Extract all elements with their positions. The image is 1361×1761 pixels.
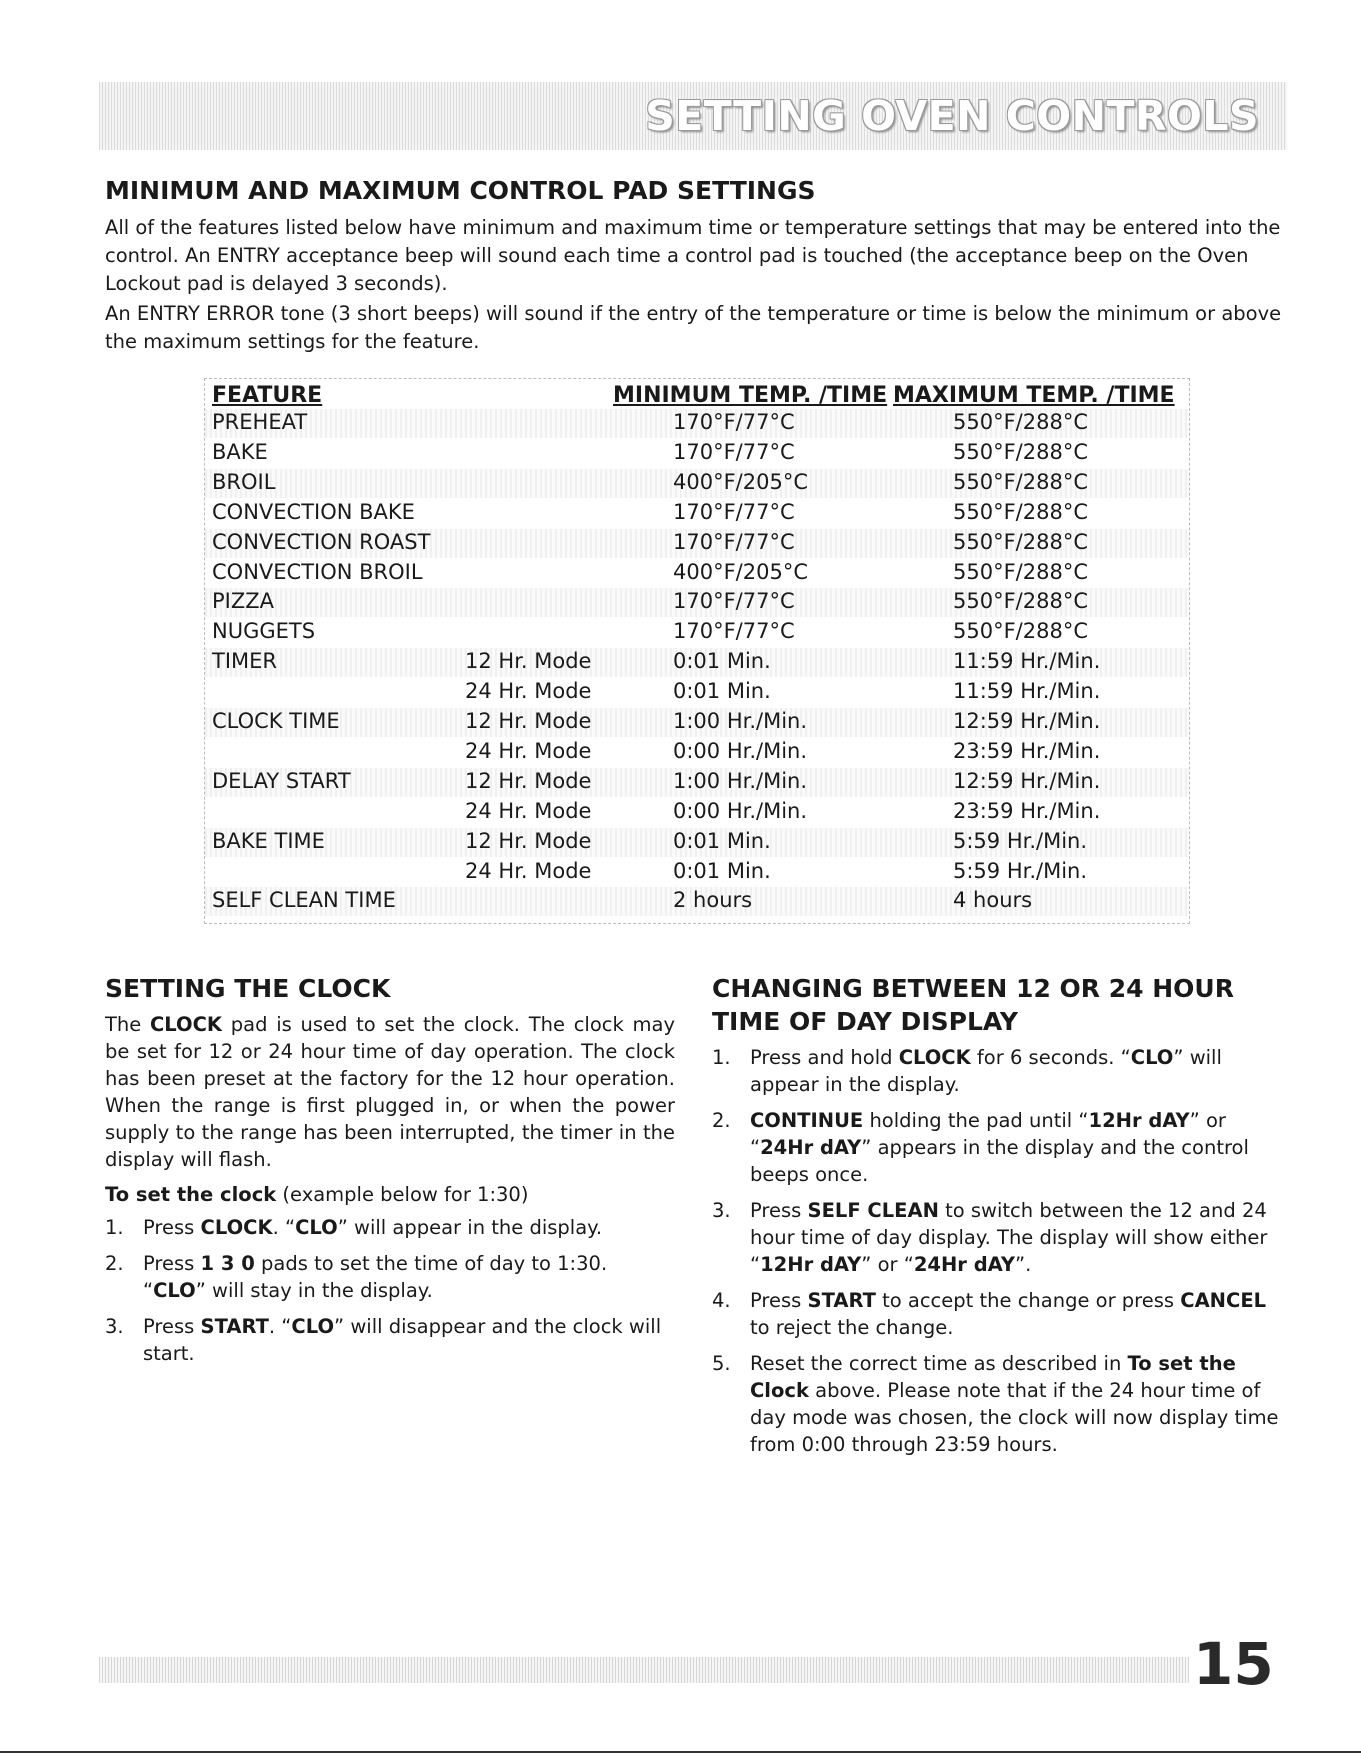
table-row (205, 708, 1189, 737)
feature-cell: CONVECTION BROIL (212, 559, 423, 584)
feature-cell: DELAY START (212, 768, 351, 793)
bottom-rule (0, 1751, 1361, 1753)
settings-table (204, 378, 1190, 924)
mode-cell: 24 Hr. Mode (465, 858, 592, 883)
minimum-cell: 170°F/77°C (673, 619, 795, 644)
minimum-cell: 400°F/205°C (673, 559, 808, 584)
maximum-cell: 11:59 Hr./Min. (953, 649, 1101, 674)
header-minimum: MINIMUM TEMP. /TIME (613, 383, 888, 408)
change-time-display-section (712, 972, 1286, 1467)
maximum-cell: 550°F/288°C (953, 589, 1088, 614)
page-number: 15 (1193, 1630, 1274, 1698)
maximum-cell: 12:59 Hr./Min. (953, 709, 1101, 733)
header-feature: FEATURE (212, 383, 323, 408)
section-title-min-max: MINIMUM AND MAXIMUM CONTROL PAD SETTINGS (105, 176, 816, 205)
minimum-cell: 0:01 Min. (673, 649, 771, 674)
header-maximum: MAXIMUM TEMP. /TIME (893, 383, 1175, 408)
list-item: 1. Press and hold CLOCK for 6 seconds. “CLO” will appear in the display. (712, 1046, 1222, 1096)
table-row (205, 887, 1189, 916)
maximum-cell: 550°F/288°C (953, 469, 1088, 494)
table-row (205, 409, 1189, 438)
feature-cell: BAKE TIME (212, 828, 325, 853)
feature-cell: BAKE (212, 439, 268, 464)
list-item: 1. Press CLOCK. “CLO” will appear in the display. (105, 1216, 603, 1239)
feature-cell: TIMER (212, 649, 277, 674)
maximum-cell: 4 hours (953, 888, 1033, 913)
table-row (205, 469, 1189, 498)
mode-cell: 24 Hr. Mode (465, 798, 592, 823)
feature-cell: CLOCK TIME (212, 709, 340, 733)
setting-clock-intro: The CLOCK pad is used to set the clock. The clock may be set for 12 or 24 hour time of day operation. The clock has been preset at the factory for the 12 hour operation. When the range is first plugged in, or when the power supply to the range has been interrupted, the timer in the display will flash. (105, 1013, 675, 1171)
setting-clock-title: SETTING THE CLOCK (105, 974, 391, 1003)
list-item: 3. Press SELF CLEAN to switch between the 12 and 24 hour time of day display. The display will show either “12Hr dAY” or “24Hr dAY”. (712, 1199, 1268, 1276)
minimum-cell: 1:00 Hr./Min. (673, 768, 808, 793)
minimum-cell: 0:01 Min. (673, 858, 771, 883)
maximum-cell: 550°F/288°C (953, 499, 1088, 524)
banner-title: SETTING OVEN CONTROLS (645, 92, 1259, 140)
list-item: 2. Press 1 3 0 pads to set the time of day to 1:30. “CLO” will stay in the display. (105, 1252, 608, 1302)
feature-cell: BROIL (212, 469, 276, 494)
minimum-cell: 0:00 Hr./Min. (673, 798, 808, 823)
maximum-cell: 23:59 Hr./Min. (953, 798, 1101, 823)
feature-cell: SELF CLEAN TIME (212, 888, 396, 913)
table-row (205, 439, 1189, 468)
mode-cell: 12 Hr. Mode (465, 768, 592, 793)
mode-cell: 24 Hr. Mode (465, 738, 592, 763)
feature-cell: CONVECTION BAKE (212, 499, 415, 524)
mode-cell: 12 Hr. Mode (465, 649, 592, 674)
change-time-display-steps (712, 1044, 1286, 1458)
section-banner (99, 82, 1287, 150)
change-time-display-title: CHANGING BETWEEN 12 OR 24 HOUR TIME OF DAY DISPLAY (712, 974, 1234, 1036)
maximum-cell: 5:59 Hr./Min. (953, 858, 1088, 883)
maximum-cell: 12:59 Hr./Min. (953, 768, 1101, 793)
mode-cell: 24 Hr. Mode (465, 679, 592, 704)
table-row (205, 768, 1189, 797)
minimum-cell: 170°F/77°C (673, 529, 795, 554)
feature-cell: PREHEAT (212, 410, 308, 434)
minimum-cell: 170°F/77°C (673, 499, 795, 524)
list-item: 5. Reset the correct time as described in To set the Clock above. Please note that if the 24 hour time of day mode was chosen, the clock will now display time from 0:00 through 23:59 hours. (712, 1352, 1279, 1456)
maximum-cell: 550°F/288°C (953, 439, 1088, 464)
mode-cell: 12 Hr. Mode (465, 828, 592, 853)
minimum-cell: 0:01 Min. (673, 828, 771, 853)
table-row (205, 529, 1189, 558)
feature-cell: NUGGETS (212, 619, 316, 644)
minimum-cell: 1:00 Hr./Min. (673, 709, 808, 733)
maximum-cell: 550°F/288°C (953, 410, 1088, 434)
table-row (205, 618, 1189, 647)
table-row (205, 588, 1189, 617)
minimum-cell: 170°F/77°C (673, 439, 795, 464)
maximum-cell: 11:59 Hr./Min. (953, 679, 1101, 704)
maximum-cell: 23:59 Hr./Min. (953, 738, 1101, 763)
maximum-cell: 550°F/288°C (953, 619, 1088, 644)
intro-paragraph-1: All of the features listed below have minimum and maximum time or temperature settings that may be entered into the control. An ENTRY acceptance beep will sound each time a control pad is touched (the acceptance beep on the Oven Lockout pad is delayed 3 seconds). (105, 216, 1281, 295)
table-row (205, 858, 1189, 887)
table-row (205, 678, 1189, 707)
list-item: 3. Press START. “CLO” will disappear and the clock will start. (105, 1315, 662, 1365)
minimum-cell: 2 hours (673, 888, 753, 913)
minimum-cell: 0:00 Hr./Min. (673, 738, 808, 763)
table-row (205, 499, 1189, 528)
mode-cell: 12 Hr. Mode (465, 709, 592, 733)
setting-clock-subhead: To set the clock (example below for 1:30) (105, 1183, 529, 1206)
table-row (205, 798, 1189, 827)
minimum-cell: 170°F/77°C (673, 589, 795, 614)
maximum-cell: 550°F/288°C (953, 529, 1088, 554)
feature-cell: CONVECTION ROAST (212, 529, 431, 554)
footer-bar (99, 1657, 1189, 1683)
table-row (205, 648, 1189, 677)
feature-cell: PIZZA (212, 589, 274, 614)
list-item: 4. Press START to accept the change or press CANCEL to reject the change. (712, 1289, 1267, 1339)
setting-clock-section (105, 972, 675, 1376)
table-row (205, 738, 1189, 767)
list-item: 2. CONTINUE holding the pad until “12Hr dAY” or “24Hr dAY” appears in the display and the control beeps once. (712, 1109, 1249, 1186)
minimum-cell: 0:01 Min. (673, 679, 771, 704)
setting-clock-steps (105, 1214, 675, 1367)
table-row (205, 559, 1189, 588)
minimum-cell: 170°F/77°C (673, 410, 795, 434)
minimum-cell: 400°F/205°C (673, 469, 808, 494)
maximum-cell: 550°F/288°C (953, 559, 1088, 584)
intro-paragraph-2: An ENTRY ERROR tone (3 short beeps) will sound if the entry of the temperature or time is below the minimum or above the maximum settings for the feature. (105, 302, 1282, 353)
maximum-cell: 5:59 Hr./Min. (953, 828, 1088, 853)
table-row (205, 828, 1189, 857)
